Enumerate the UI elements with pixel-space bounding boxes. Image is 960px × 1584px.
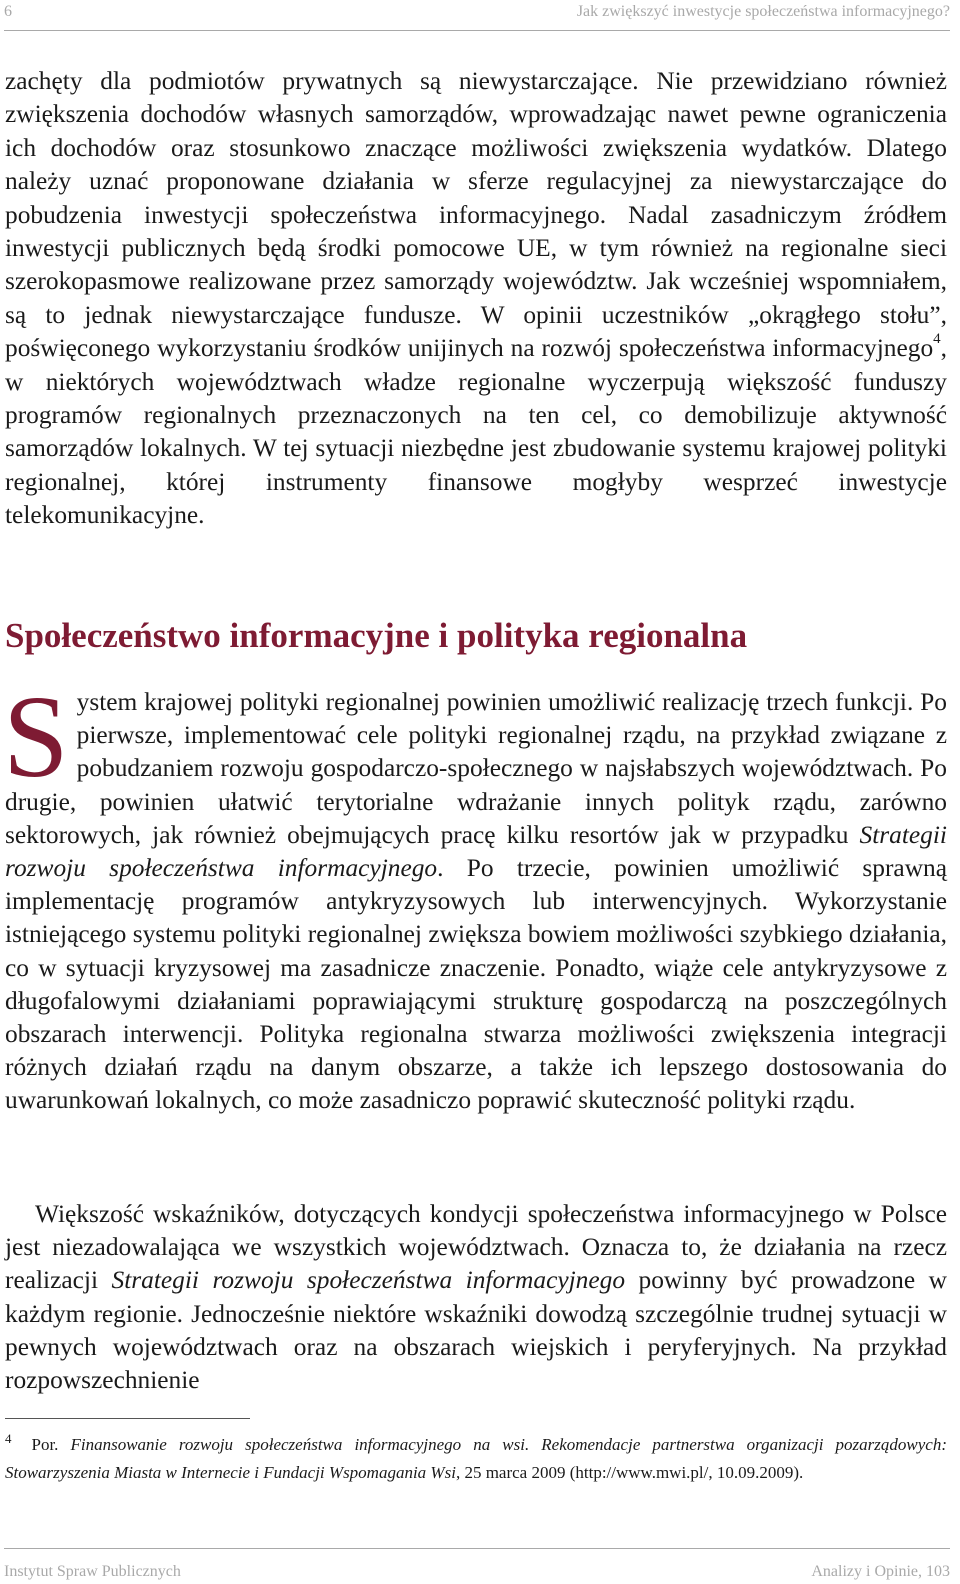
page-footer [4,1560,950,1584]
footer-divider [4,1548,950,1549]
footnote-mark: 4 [5,1431,12,1446]
footnote-italic-title: Finansowanie rozwoju społeczeństwa informacyjnego na wsi. Rekomendacje partnerstwa organizacji pozarządowych: Stowarzyszenia Miasta w Internecie i Fundacji Wspomagania Wsi [5,1435,947,1482]
body-paragraph-1 [5,65,947,533]
paragraph-2-text-a: ystem krajowej polityki regionalnej powinien umożliwić realizację trzech funkcji. Po pierwsze, implementować cele polityki regionalnej rządu, na przykład związane z pobudzaniem rozwoju gospodarczo-społecznego w najsłabszych województwach. Po drugie, powinien ułatwić terytorialne wdrażanie innych polityk rządu, zarówno sektorowych, jak również obejmujących pracę kilku resortów jak w przypadku [5,688,947,849]
footer-publisher: Instytut Spraw Publicznych [4,1563,181,1580]
page-number: 6 [4,3,12,20]
paragraph-3-text-a: Większość wskaźników, dotyczących kondycji społeczeństwa informacyjnego w Polsce jest niezadowalająca we wszystkich województwach. Oznacza to, że działania na rzecz realizacji [5,1200,947,1295]
header-divider [4,30,950,31]
paragraph-3-italic-title: Strategii rozwoju społeczeństwa informacyjnego [111,1266,626,1295]
footnote-reference-4[interactable]: 4 [933,331,941,348]
footnote-divider [5,1418,250,1419]
footnote-tail: , 25 marca 2009 (http://www.mwi.pl/, 10.09.2009). [455,1462,804,1482]
section-heading: Społeczeństwo informacyjne i polityka regionalna [5,616,748,655]
paragraph-1-text-b: , w niektórych województwach władze regionalne wyczerpują większość funduszy programów regionalnych przeznaczonych na ten cel, co demobilizuje aktywność samorządów lokalnych. W tej sytuacji niezbędne jest zbudowanie systemu krajowej polityki regionalnej, której instrumenty finansowe mogłyby wesprzeć inwestycje telekomunikacyjne. [5,334,947,530]
page-header [4,0,950,24]
footnote [5,1425,947,1486]
body-paragraph-2 [3,671,948,1118]
running-title: Jak zwiększyć inwestycje społeczeństwa informacyjnego? [576,3,950,20]
paragraph-2-text-b: . Po trzecie, powinien umożliwić sprawną implementację programów antykryzysowych lub interwencyjnych. Wykorzystanie istniejącego systemu polityki regionalnej zwiększa bowiem możliwości szybkiego działania, co w sytuacji kryzysowej ma zasadnicze znaczenie. Ponadto, wiąże cele antykryzysowe z długofalowymi działaniami poprawiającymi strukturę gospodarczą na poszczególnych obszarach interwencji. Polityka regionalna stwarza możliwości zwiększenia integracji różnych działań rządu na danym obszarze, a także ich lepszego dostosowania do uwarunkowań lokalnych, co może zasadniczo poprawić skuteczność polityki rządu. [5,854,948,1115]
footnote-lead: Por. [31,1435,71,1454]
paragraph-2-italic-title: Strategii rozwoju społeczeństwa informacyjnego [5,820,947,883]
paragraph-3-text-b: powinny być prowadzone w każdym regionie. Jednocześnie niektóre wskaźniki dowodzą szczególnie trudnej sytuacji w pewnych województwach oraz na obszarach wiejskich i peryferyjnych. Na przykład rozpowszechnienie [5,1266,947,1395]
footer-series: Analizy i Opinie, 103 [811,1563,950,1580]
paragraph-1-text-a: zachęty dla podmiotów prywatnych są niewystarczające. Nie przewidziano również zwiększenia dochodów własnych samorządów, wprowadzając nawet pewne ograniczenia ich dochodów oraz stosunkowo znaczące możliwości zwiększenia wydatków. Dlatego należy uznać proponowane działania w sferze regulacyjnej za niewystarczające do pobudzenia inwestycji społeczeństwa informacyjnego. Nadal zasadniczym źródłem inwestycji publicznych będą środki pomocowe UE, w tym również na regionalne sieci szerokopasmowe realizowane przez samorządy województw. Jak wcześniej wspomniałem, są to jednak niewystarczające fundusze. W opinii uczestników „okrągłego stołu”, poświęconego wykorzystaniu środków unijinych na rozwój społeczeństwa informacyjnego [5,67,947,363]
drop-cap: S [3,671,69,802]
body-paragraph-3 [5,1198,947,1397]
